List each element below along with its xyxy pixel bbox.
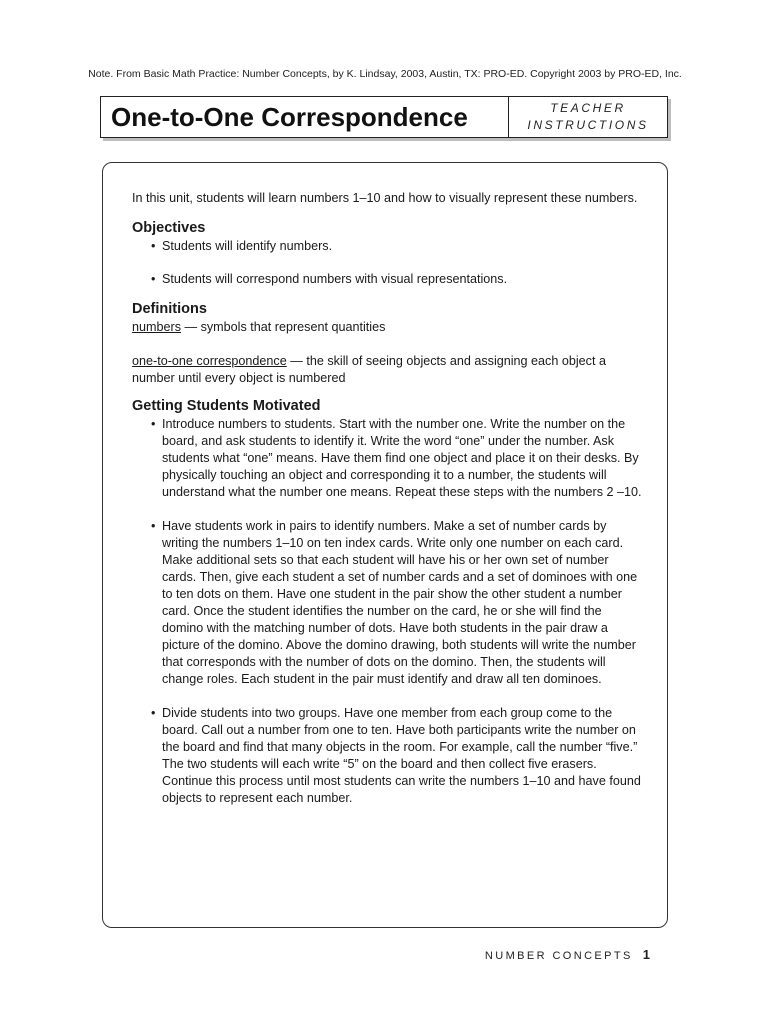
- definition-numbers: [132, 319, 646, 336]
- page-title: One-to-One Correspondence: [101, 97, 509, 137]
- source-note: Note. From Basic Math Practice: Number Concepts, by K. Lindsay, 2003, Austin, TX: PRO-ED. Copyright 2003 by PRO-ED, Inc.: [88, 68, 682, 80]
- intro-paragraph: In this unit, students will learn numbers 1–10 and how to visually represent these numbers.: [132, 191, 638, 205]
- bullet-icon: •: [151, 417, 156, 431]
- list-item: [132, 238, 646, 255]
- side-label-line2: INSTRUCTIONS: [527, 118, 649, 132]
- motivation-text: Have students work in pairs to identify numbers. Make a set of number cards by writing the numbers 1–10 on ten index cards. Write only one number on each card. Make additional sets so that each student will have his or her own set of number cards. Then, give each student a set of number cards and a set of dominoes with one to ten dots on them. Have one student in the pair show the other student a number card. Once the student identifies the number on the card, he or she will find the domino with the matching number of dots. Have both students in the pair draw a picture of the domino. Above the domino drawing, both students will write the number that corresponds with the number of dots on the domino. Then, the students will change roles. Each student in the pair must identify and draw all ten dominoes.: [162, 519, 638, 686]
- page-number: 1: [642, 947, 650, 962]
- list-item: [132, 518, 646, 688]
- page-footer: [485, 947, 650, 962]
- bullet-icon: •: [151, 239, 156, 253]
- definition-term: one-to-one correspondence: [132, 354, 287, 368]
- motivation-text: Introduce numbers to students. Start with the number one. Write the number on the board, and ask students to identify it. Write the word “one” under the number. Ask students what “one” means. Have them find one object and place it on their desks. By physically touching an object and corresponding it to a number, the students will understand what the number one means. Repeat these steps with the numbers 2 –10.: [162, 417, 642, 499]
- objective-text: Students will identify numbers.: [162, 239, 333, 253]
- definition-term: numbers: [132, 320, 181, 334]
- list-item: [132, 416, 646, 501]
- objectives-list: [132, 238, 646, 288]
- definition-correspondence: [132, 353, 646, 387]
- footer-section: NUMBER CONCEPTS: [484, 950, 633, 962]
- instructions-content: [132, 190, 646, 824]
- title-banner: [100, 96, 668, 138]
- list-item: [132, 271, 646, 288]
- bullet-icon: •: [151, 706, 156, 720]
- objectives-heading: Objectives: [132, 220, 206, 236]
- bullet-icon: •: [151, 272, 156, 286]
- motivation-heading: Getting Students Motivated: [132, 398, 321, 414]
- motivation-list: [132, 416, 646, 807]
- motivation-text: Divide students into two groups. Have one member from each group come to the board. Call out a number from one to ten. Have both participants write the number on the board and find that many objects in the room. For example, call the number “five.” The two students will each write “5” on the board and then collect five erasers. Continue this process until most students can write the numbers 1–10 and have found objects to represent each number.: [162, 706, 641, 805]
- teacher-instructions-label: [509, 97, 667, 137]
- objective-text: Students will correspond numbers with visual representations.: [162, 272, 508, 286]
- side-label-line1: TEACHER: [550, 101, 626, 115]
- list-item: [132, 705, 646, 807]
- definition-text: — symbols that represent quantities: [181, 320, 386, 334]
- definitions-heading: Definitions: [132, 301, 207, 317]
- bullet-icon: •: [151, 519, 156, 533]
- definition-text: — the skill of seeing objects and assigning each object a number until every object is numbered: [132, 354, 606, 385]
